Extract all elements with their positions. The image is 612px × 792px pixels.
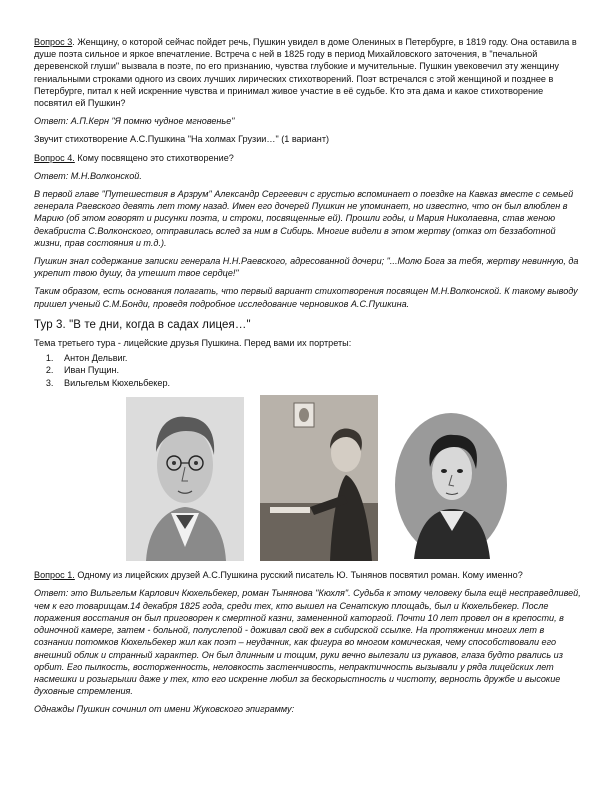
question-4-answer: Ответ: М.Н.Волконской. — [34, 170, 142, 181]
list-item: 3. Вильгельм Кюхельбекер. — [56, 377, 582, 389]
portrait-kuchelbecker — [392, 411, 510, 559]
question-4 — [34, 152, 582, 164]
list-item: 1. Антон Дельвиг. — [56, 352, 582, 364]
question-1-label: Вопрос 1. — [34, 570, 75, 581]
question-3 — [34, 36, 582, 109]
question-4-text: Кому посвящено это стихотворение? — [74, 152, 234, 163]
question-4-paragraph-3: Таким образом, есть основания полагать, что первый вариант стихотворения посвящен М.Н.Волконской. К такому выводу пришел ученый С.М.Бонди, проведя подробное исследование черновиков А.С.Пушкина. — [34, 286, 578, 309]
document-page — [34, 36, 582, 716]
question-3-text: . Женщину, о которой сейчас пойдет речь, Пушкин увидел в доме Олениных в Петербурге, в 1819 году. Она оставила в душе поэта сильное и яркое впечатление. Встреча с ней в 1825 году в период Михайловского заточения, в "печальной деревенской глуши" вызвала в поэте, по его признанию, чувства глубокие и мучительные. Пушкин увековечил эту женщину гениальными строками одного из своих лучших лирических стихотворений. Поэт встречался с этой женщиной и позднее в Петербурге, питал к ней искренние чувства и принимал живое участие в её судьбе. Кто эта дама и какое стихотворение посвятил ей Пушкин? — [34, 37, 577, 109]
closing-line: Однажды Пушкин сочинил от имени Жуковского эпиграмму: — [34, 704, 295, 715]
question-3-label: Вопрос 3 — [34, 37, 73, 47]
portrait-delvig — [126, 397, 244, 561]
friends-list — [34, 352, 582, 389]
question-1 — [34, 569, 582, 581]
question-1-text: Одному из лицейских друзей А.С.Пушкина русский писатель Ю. Тынянов посвятил роман. Кому именно? — [74, 570, 523, 581]
tour-3-title: Тур 3. "В те дни, когда в садах лицея…" — [34, 318, 251, 331]
question-3-answer: Ответ: А.П.Керн "Я помню чудное мгновенье" — [34, 116, 235, 127]
question-1-answer: Ответ: это Вильгельм Карлович Кюхельбекер, роман Тынянова "Кюхля". Судьба к этому человеку была ещё несправедливей, чем к его товарищам.14 декабря 1825 года, среди тех, кто вышел на Сенатскую площадь, был и Кюхельбекер. После поражения восстания он был приговорен к смертной казни, замененной каторгой. Почти 10 лет провел он в крепости, в одиночной камере, затем - больной, полуслепой - доживал свой век в сибирской ссылке. На протяжении многих лет в сознании потомков Кюхельбекер жил как поэт – неудачник, как фигура во многом комическая, чему способствовали его внешний облик и странный характер. Он был длинным и тощим, руки вечно вылезали из рукавов, глаза будто рвались из орбит. Его пылкость, восторженность, неловкость застенчивость, непрактичность вызывали у ряда лицейских лет насмешки и розыгрыши даже у тех, кто его искренне любил за бескорыстность и чистоту, верность дружбе и высокие духовные стремления. — [34, 588, 581, 697]
sound-line: Звучит стихотворение А.С.Пушкина "На холмах Грузии…" (1 вариант) — [34, 134, 330, 145]
list-item: 2. Иван Пущин. — [56, 364, 582, 376]
question-4-label: Вопрос 4. — [34, 152, 75, 163]
tour-3-intro: Тема третьего тура - лицейские друзья Пушкина. Перед вами их портреты: — [34, 337, 352, 348]
question-4-paragraph-2: Пушкин знал содержание записки генерала Н.Н.Раевского, адресованной дочери; "...Молю Бога за тебя, жертву невинную, да укрепит твою душу, да утешит твое сердце!" — [34, 256, 579, 279]
portrait-pushchin — [260, 395, 378, 561]
question-4-paragraph-1: В первой главе "Путешествия в Арзрум" Александр Сергеевич с грустью вспоминает о поездке на Кавказ вместе с семьей генерала Раевского девять лет тому назад. Имен его дочерей Пушкин не упоминает, но известно, что он был влюблен в Марию (об этом говорят и рисунки поэта, и строки, посвященные ей). Прошли годы, и Мария Николаевна, став женою декабриста С.Волконского, отправилась вслед за ним в Сибирь. Многие видели в этом жертву (отказ от беззаботной жизни, прав состояния и т.д.). — [34, 189, 574, 248]
portraits-row — [34, 395, 582, 565]
